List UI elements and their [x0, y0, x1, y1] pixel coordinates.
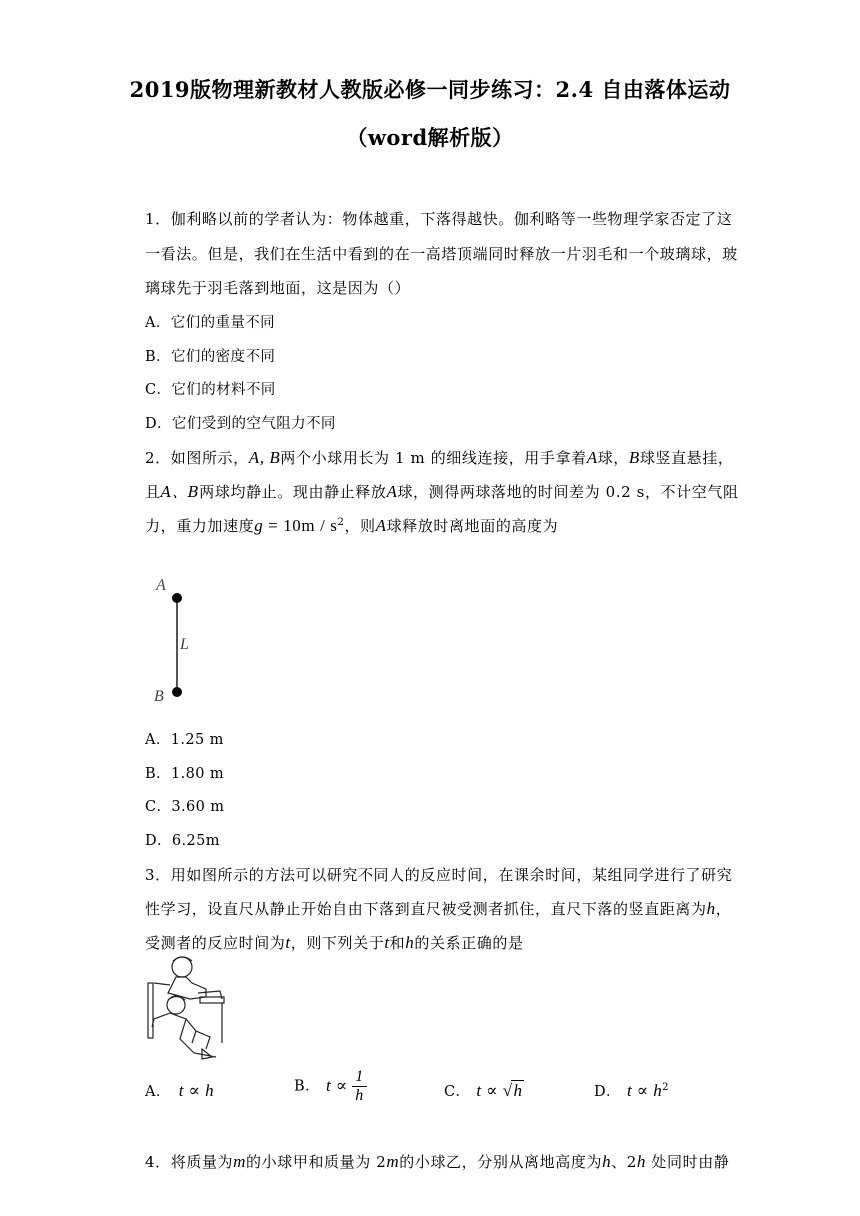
document-subtitle: （word解析版）: [346, 125, 514, 150]
q1-line-3: 璃球先于羽毛落到地面，这是因为（）: [145, 279, 411, 297]
q3-line-1: 3．用如图所示的方法可以研究不同人的反应时间，在课余时间，某组同学进行了研究: [145, 866, 733, 884]
q2-option-c: C．3.60 m: [145, 799, 225, 815]
person-bottom-body: [152, 1013, 216, 1057]
ball-b: [172, 687, 182, 697]
q3-option-a: A． t ∝ h: [145, 1081, 215, 1100]
q1-option-d: D．它们受到的空气阻力不同: [145, 416, 336, 432]
sqrt-symbol: √: [502, 1081, 513, 1100]
q2-line-2: 且A、B两球均静止。现由静止释放A球，测得两球落地的时间差为 0.2 s，不计空气阻: [145, 482, 739, 501]
q4-line-1: 4．将质量为m的小球甲和质量为 2m的小球乙，分别从离地高度为h、2h 处同时由静: [145, 1152, 730, 1171]
ruler-shape: [148, 983, 153, 1038]
label-l: L: [180, 636, 189, 653]
q2-line-3: 力，重力加速度$g = 10m / s^2$，则A球释放时离地面的高度为: [145, 516, 559, 535]
figure-reaction-test: [140, 953, 232, 1063]
q3-option-d: D． $t \propto h^2$: [594, 1081, 669, 1100]
q2-line-1: 2．如图所示，A, B两个小球用长为 1 m 的细线连接，用手拿着A球，B球竖直悬挂，: [145, 448, 734, 467]
fraction-1-over-h: $\frac{1}{h}$: [352, 1068, 366, 1105]
q3-line-2: 性学习，设直尺从静止开始自由下落到直尺被受测者抓住，直尺下落的竖直距离为h，: [145, 899, 732, 918]
label-a: A: [156, 577, 166, 594]
label-b: B: [154, 688, 164, 705]
q1-line-1: 1．伽利略以前的学者认为：物体越重，下落得越快。伽利略等一些物理学家否定了这: [145, 210, 733, 228]
q3-option-b: B． t ∝ $\frac{1}{h}$: [294, 1068, 367, 1105]
q1-option-c: C．它们的材料不同: [145, 382, 276, 398]
ball-a: [172, 593, 182, 603]
q3-option-c: C． t ∝ √h: [444, 1081, 523, 1100]
figure-balls-string: [150, 572, 210, 707]
q2-option-d: D．6.25m: [145, 833, 220, 849]
q1-option-b: B．它们的密度不同: [145, 349, 276, 365]
document-title: 2019版物理新教材人教版必修一同步练习：2.4 自由落体运动: [129, 77, 731, 102]
balls-string-diagram: [150, 572, 210, 707]
q2-option-a: A．1.25 m: [145, 732, 224, 748]
reaction-test-illustration: [140, 953, 232, 1063]
q2-option-b: B．1.80 m: [145, 766, 224, 782]
q1-line-2: 一看法。但是，我们在生活中看到的在一高塔顶端同时释放一片羽毛和一个玻璃球，玻: [145, 245, 738, 263]
q3-line-3: 受测者的反应时间为t，则下列关于t和h的关系正确的是: [145, 933, 524, 952]
q1-option-a: A．它们的重量不同: [145, 315, 276, 331]
